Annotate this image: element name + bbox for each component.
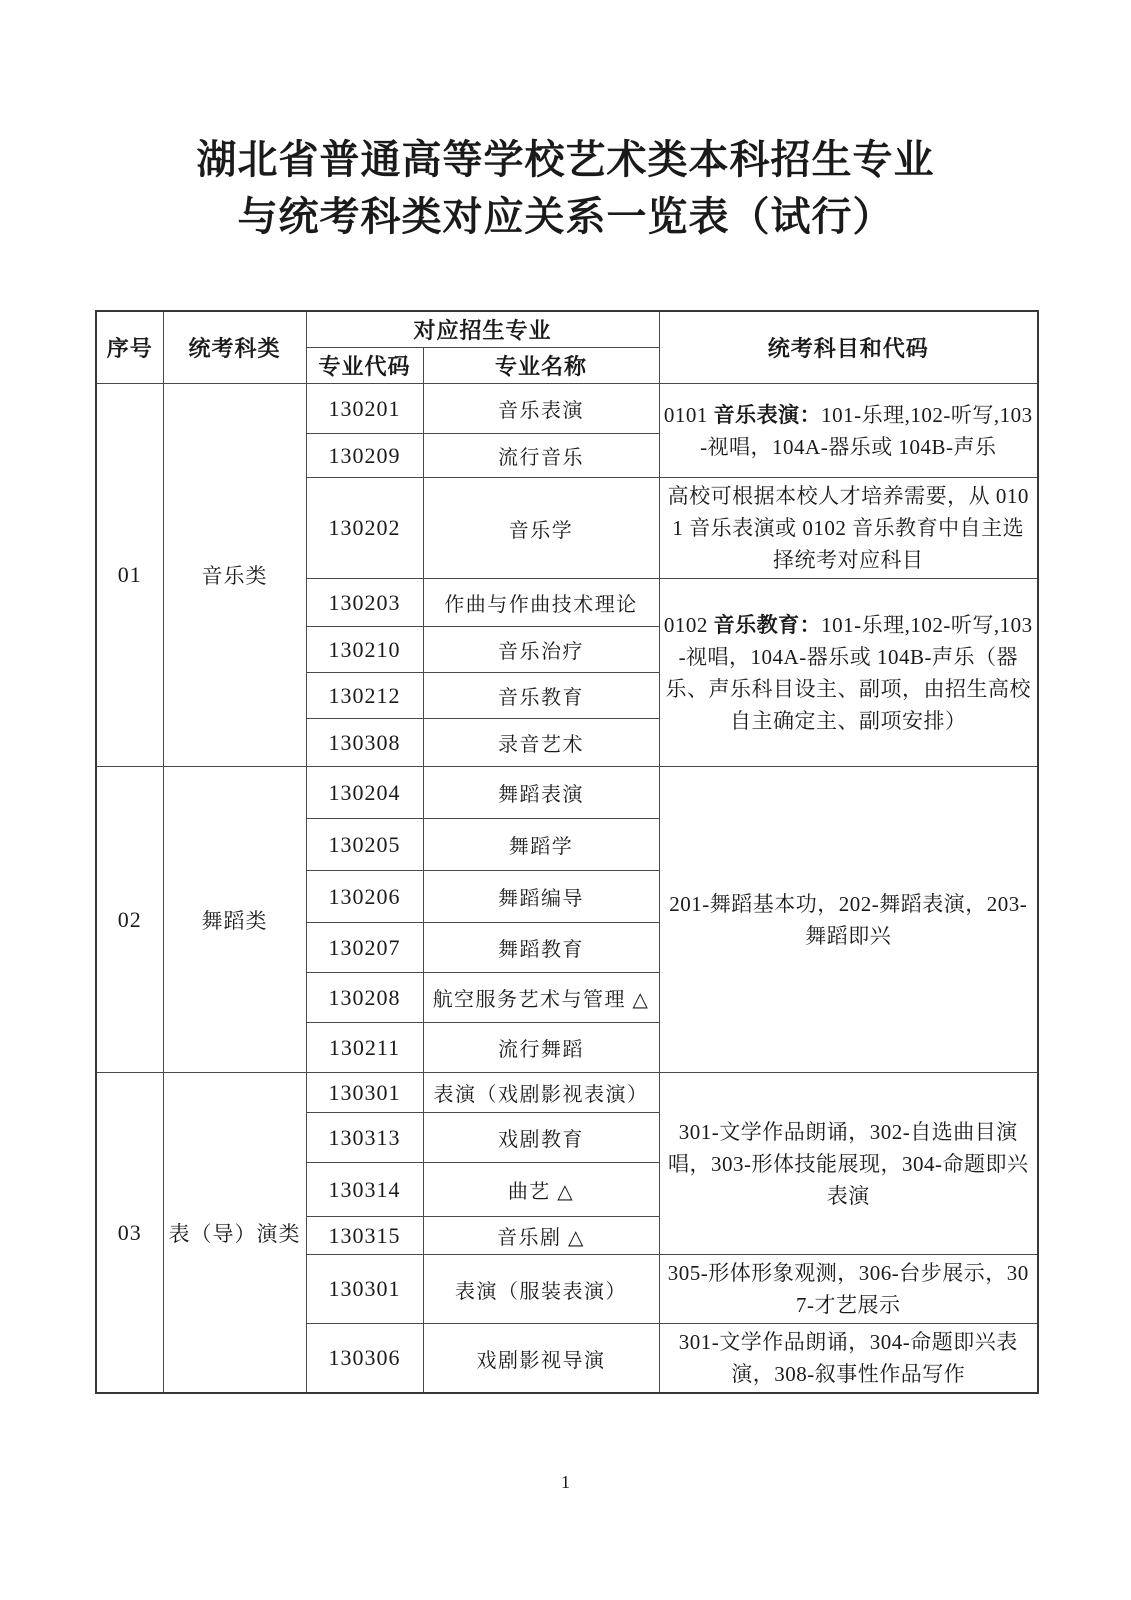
header-major-code: 专业代码 [306, 348, 423, 384]
major-code-cell: 130211 [306, 1023, 423, 1073]
seq-cell: 03 [96, 1073, 163, 1394]
category-cell: 音乐类 [163, 384, 306, 767]
header-majors-group: 对应招生专业 [306, 311, 659, 348]
category-cell: 舞蹈类 [163, 767, 306, 1073]
major-name-cell: 舞蹈学 [423, 819, 659, 871]
exam-text-prefix: 0102 [663, 612, 714, 637]
major-code-cell: 130314 [306, 1163, 423, 1217]
major-name-cell: 舞蹈编导 [423, 871, 659, 923]
major-code-cell: 130209 [306, 434, 423, 478]
major-name-cell: 戏剧教育 [423, 1113, 659, 1163]
major-name-cell: 表演（戏剧影视表演） [423, 1073, 659, 1113]
major-name-cell: 曲艺 △ [423, 1163, 659, 1217]
major-name-cell: 音乐治疗 [423, 627, 659, 673]
exam-text: 101-乐理,102-听写,103-视唱，104A-器乐或 104B-声乐 [700, 402, 1033, 459]
exam-cell [659, 579, 1038, 767]
category-cell: 表（导）演类 [163, 1073, 306, 1394]
major-name-cell: 表演（服装表演） [423, 1255, 659, 1324]
major-name-cell: 录音艺术 [423, 719, 659, 767]
seq-cell: 01 [96, 384, 163, 767]
title-line-2: 与统考科类对应关系一览表（试行） [237, 195, 894, 239]
major-code-cell: 130210 [306, 627, 423, 673]
header-major-name: 专业名称 [423, 348, 659, 384]
major-code-cell: 130201 [306, 384, 423, 434]
exam-text: 305-形体形象观测，306-台步展示，307-才艺展示 [667, 1261, 1029, 1317]
exam-cell [659, 1255, 1038, 1324]
exam-text: 201-舞蹈基本功，202-舞蹈表演，203-舞蹈即兴 [669, 891, 1028, 948]
major-name-cell: 舞蹈表演 [423, 767, 659, 819]
header-exam-subjects: 统考科目和代码 [659, 311, 1038, 384]
exam-cell [659, 478, 1038, 579]
major-code-cell: 130205 [306, 819, 423, 871]
major-name-cell: 航空服务艺术与管理 △ [423, 973, 659, 1023]
major-code-cell: 130206 [306, 871, 423, 923]
major-name-cell: 舞蹈教育 [423, 923, 659, 973]
major-code-cell: 130208 [306, 973, 423, 1023]
exam-text-prefix: 0101 [663, 402, 714, 427]
major-code-cell: 130313 [306, 1113, 423, 1163]
exam-text: 高校可根据本校人才培养需要，从 0101 音乐表演或 0102 音乐教育中自主选择统考对应科目 [667, 484, 1029, 572]
header-category: 统考科类 [163, 311, 306, 384]
major-code-cell: 130203 [306, 579, 423, 627]
major-code-cell: 130212 [306, 673, 423, 719]
exam-cell [659, 1073, 1038, 1255]
major-code-cell: 130301 [306, 1073, 423, 1113]
page-number: 1 [561, 1472, 570, 1492]
exam-text: 301-文学作品朗诵，302-自选曲目演唱，303-形体技能展现，304-命题即兴表演 [668, 1119, 1029, 1208]
major-code-cell: 130301 [306, 1255, 423, 1324]
table-row [96, 384, 1038, 434]
exam-cell [659, 1324, 1038, 1394]
seq-cell: 02 [96, 767, 163, 1073]
major-name-cell: 音乐表演 [423, 384, 659, 434]
major-name-cell: 流行音乐 [423, 434, 659, 478]
major-code-cell: 130315 [306, 1217, 423, 1255]
exam-text-bold: 音乐表演： [713, 402, 822, 427]
exam-cell [659, 767, 1038, 1073]
exam-text: 301-文学作品朗诵，304-命题即兴表演，308-叙事性作品写作 [678, 1330, 1018, 1386]
table-header-row-1 [96, 311, 1038, 348]
table-row [96, 767, 1038, 819]
majors-exam-mapping-table [95, 310, 1039, 1394]
major-name-cell: 音乐教育 [423, 673, 659, 719]
major-code-cell: 130306 [306, 1324, 423, 1394]
document-title [0, 0, 1131, 246]
major-name-cell: 流行舞蹈 [423, 1023, 659, 1073]
major-code-cell: 130204 [306, 767, 423, 819]
major-name-cell: 戏剧影视导演 [423, 1324, 659, 1394]
major-code-cell: 130207 [306, 923, 423, 973]
exam-text: 101-乐理,102-听写,103-视唱，104A-器乐或 104B-声乐（器乐、声乐科目设主、副项，由招生高校自主确定主、副项安排） [665, 612, 1033, 733]
major-name-cell: 音乐剧 △ [423, 1217, 659, 1255]
exam-cell [659, 384, 1038, 478]
exam-text-bold: 音乐教育： [713, 612, 822, 637]
major-code-cell: 130202 [306, 478, 423, 579]
title-line-1: 湖北省普通高等学校艺术类本科招生专业 [196, 138, 935, 182]
major-name-cell: 作曲与作曲技术理论 [423, 579, 659, 627]
header-seq: 序号 [96, 311, 163, 384]
table-row [96, 1073, 1038, 1113]
major-code-cell: 130308 [306, 719, 423, 767]
major-name-cell: 音乐学 [423, 478, 659, 579]
